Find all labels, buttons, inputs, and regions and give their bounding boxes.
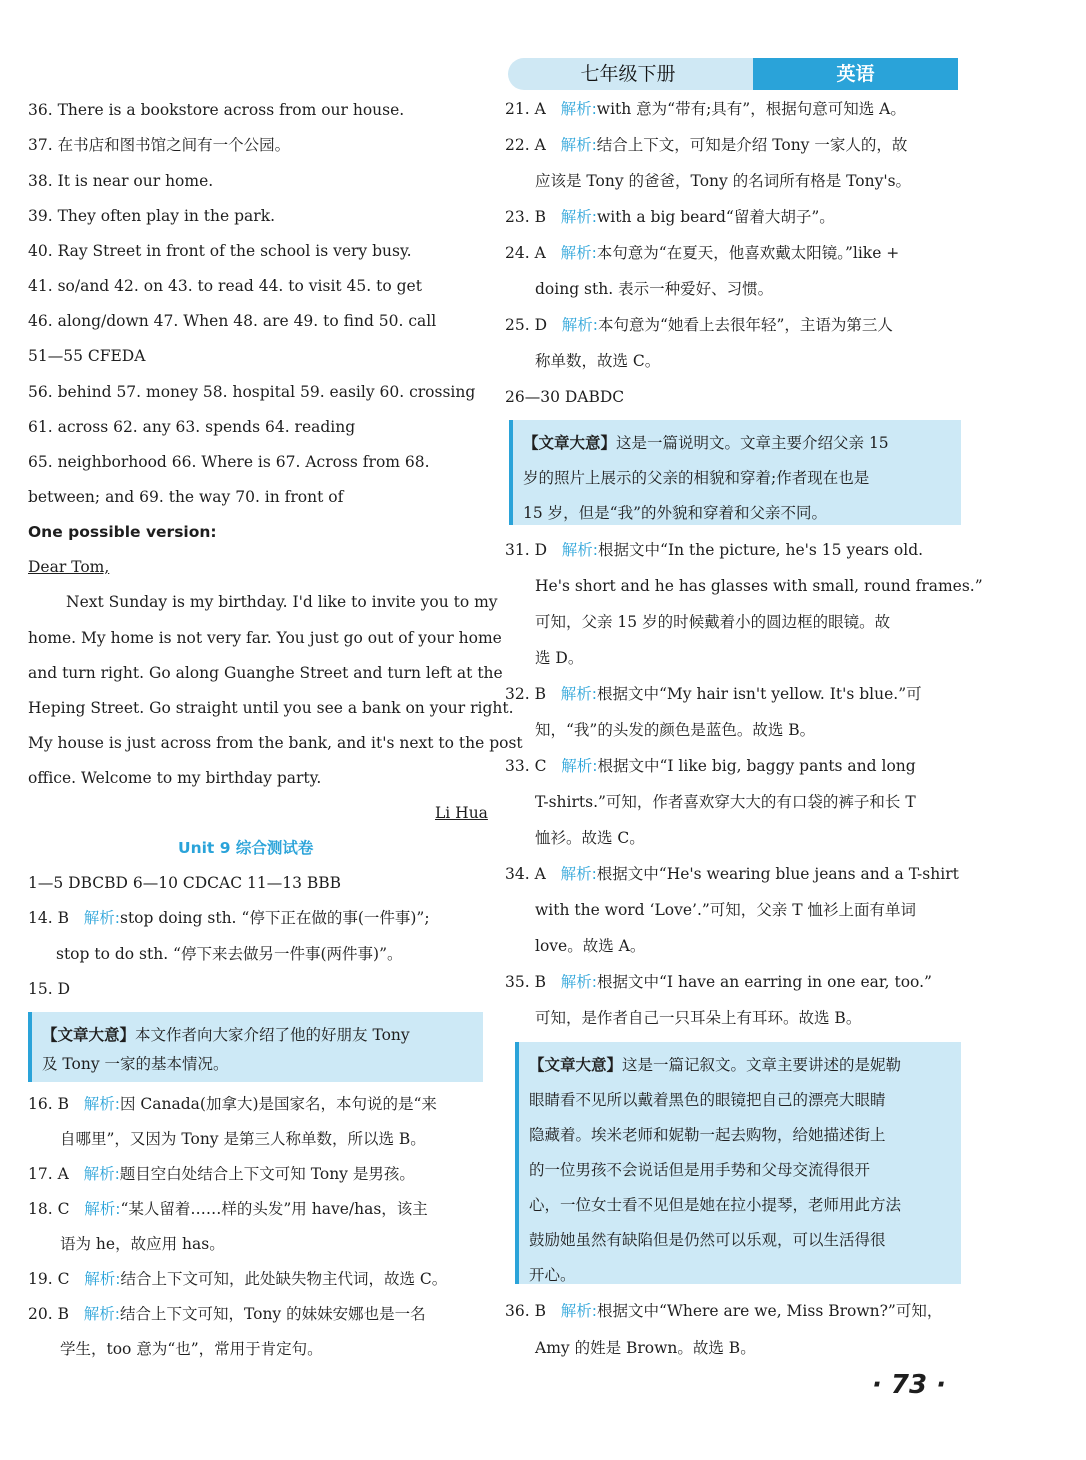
page-header <box>508 58 958 90</box>
question-number: 14. B <box>28 909 69 927</box>
explanation-line: He's short and he has glasses with small, round frames.” <box>535 577 983 595</box>
article-summary-box <box>515 1042 961 1284</box>
question-number: 19. C <box>28 1270 70 1288</box>
letter-salutation: Dear Tom, <box>28 558 110 576</box>
explanation-line: with the word ‘Love’.”可知，父亲 T 恤衫上面有单词 <box>535 901 916 919</box>
jiexi-label: 解析: <box>560 100 597 118</box>
question-number: 18. C <box>28 1200 70 1218</box>
explanation-text: “某人留着……样的头发”用 have/has，该主 <box>120 1200 428 1218</box>
explanation-line: stop to do sth. “停下来去做另一件事(两件事)”。 <box>56 945 403 963</box>
jiexi-label: 解析: <box>83 1165 120 1183</box>
question-number: 22. A <box>505 136 546 154</box>
article-summary-box <box>28 1012 483 1082</box>
question-34 <box>505 864 959 884</box>
explanation-line: 学生，too 意为“也”，常用于肯定句。 <box>60 1340 323 1358</box>
jiexi-label: 解析: <box>560 685 597 703</box>
jiexi-label: 解析: <box>561 541 599 559</box>
jiexi-label: 解析: <box>560 973 597 991</box>
letter-line: Heping Street. Go straight until you see a bank on your right. <box>28 699 514 717</box>
question-31 <box>505 540 923 560</box>
summary-text: 开心。 <box>529 1266 576 1284</box>
summary-text: 的一位男孩不会说话但是用手势和父母交流得很开 <box>529 1161 871 1179</box>
explanation-text: 根据文中“In the picture, he's 15 years old. <box>598 541 924 559</box>
answer-line: between; and 69. the way 70. in front of <box>28 488 344 506</box>
explanation-text: with 意为“带有;具有”，根据句意可知选 A。 <box>596 100 906 118</box>
jiexi-label: 解析: <box>83 909 120 927</box>
question-number: 17. A <box>28 1165 69 1183</box>
answer-line: 37. 在书店和图书馆之间有一个公园。 <box>28 136 291 154</box>
answer-line: 38. It is near our home. <box>28 172 214 190</box>
summary-text: 这是一篇记叙文。文章主要讲述的是妮勒 <box>622 1056 902 1074</box>
letter-line: My house is just across from the bank, and it's next to the post <box>28 734 523 752</box>
unit-title: Unit 9 综合测试卷 <box>178 839 314 857</box>
summary-text: 眼睛看不见所以戴着黑色的眼镜把自己的漂亮大眼睛 <box>529 1091 886 1109</box>
question-number: 25. D <box>505 316 548 334</box>
explanation-text: 本句意为“她看上去很年轻”，主语为第三人 <box>598 316 893 334</box>
summary-text: 鼓励她虽然有缺陷但是仍然可以乐观，可以生活得很 <box>529 1231 886 1249</box>
explanation-line: doing sth. 表示一种爱好、习惯。 <box>535 280 774 298</box>
summary-text: 及 Tony 一家的基本情况。 <box>42 1055 229 1073</box>
explanation-line: 可知，父亲 15 岁的时候戴着小的圆边框的眼镜。故 <box>535 613 891 631</box>
explanation-text: 根据文中“My hair isn't yellow. It's blue.”可 <box>596 685 922 703</box>
answer-line: 1—5 DBCBD 6—10 CDCAC 11—13 BBB <box>28 874 342 892</box>
subject-label: 英语 <box>753 58 958 90</box>
question-number: 21. A <box>505 100 546 118</box>
summary-tag: 【文章大意】 <box>523 434 617 452</box>
question-20 <box>28 1304 426 1324</box>
jiexi-label: 解析: <box>561 757 598 775</box>
jiexi-label: 解析: <box>560 208 597 226</box>
jiexi-label: 解析: <box>84 1270 121 1288</box>
summary-text: 隐藏着。埃米老师和妮勒一起去购物，给她描述街上 <box>529 1126 886 1144</box>
question-number: 32. B <box>505 685 546 703</box>
summary-text: 岁的照片上展示的父亲的相貌和穿着;作者现在也是 <box>523 469 870 487</box>
answer-line: 41. so/and 42. on 43. to read 44. to visit 45. to get <box>28 277 422 295</box>
answer-line: 39. They often play in the park. <box>28 207 276 225</box>
jiexi-label: 解析: <box>560 136 597 154</box>
summary-tag: 【文章大意】 <box>529 1056 623 1074</box>
explanation-line: 选 D。 <box>535 649 584 667</box>
explanation-line: 恤衫。故选 C。 <box>535 829 645 847</box>
question-21 <box>505 99 906 119</box>
question-36 <box>505 1301 942 1321</box>
question-number: 23. B <box>505 208 546 226</box>
jiexi-label: 解析: <box>84 1200 121 1218</box>
explanation-text: 本句意为“在夏天，他喜欢戴太阳镜。”like + <box>596 244 900 262</box>
article-summary-box <box>509 420 961 525</box>
answer-line: 40. Ray Street in front of the school is very busy. <box>28 242 412 260</box>
letter-signature: Li Hua <box>435 804 488 822</box>
letter-line: home. My home is not very far. You just go out of your home <box>28 629 502 647</box>
explanation-line: 称单数，故选 C。 <box>535 352 661 370</box>
question-18 <box>28 1199 428 1219</box>
letter-line: office. Welcome to my birthday party. <box>28 769 322 787</box>
letter-line: Next Sunday is my birthday. I'd like to invite you to my <box>66 593 498 611</box>
answer-line: 46. along/down 47. When 48. are 49. to find 50. call <box>28 312 437 330</box>
explanation-text: 根据文中“He's wearing blue jeans and a T-shirt <box>596 865 959 883</box>
question-15: 15. D <box>28 980 71 998</box>
question-23 <box>505 207 835 227</box>
question-25 <box>505 315 893 335</box>
explanation-text: 因 Canada(加拿大)是国家名，本句说的是“来 <box>119 1095 437 1113</box>
explanation-text: 根据文中“Where are we, Miss Brown?”可知， <box>596 1302 943 1320</box>
explanation-line: T-shirts.”可知，作者喜欢穿大大的有口袋的裤子和长 T <box>535 793 916 811</box>
summary-text: 15 岁，但是“我”的外貌和穿着和父亲不同。 <box>523 504 827 522</box>
explanation-text: 题目空白处结合上下文可知 Tony 是男孩。 <box>119 1165 415 1183</box>
answer-line: 26—30 DABDC <box>505 388 625 406</box>
question-number: 16. B <box>28 1095 69 1113</box>
explanation-text: 结合上下文可知，此处缺失物主代词，故选 C。 <box>120 1270 448 1288</box>
explanation-text: 结合上下文可知，Tony 的妹妹安娜也是一名 <box>119 1305 426 1323</box>
grade-label: 七年级下册 <box>580 63 676 85</box>
jiexi-label: 解析: <box>560 1302 597 1320</box>
explanation-line: 语为 he，故应用 has。 <box>60 1235 225 1253</box>
question-33 <box>505 756 916 776</box>
version-title: One possible version: <box>28 523 217 541</box>
explanation-text: 根据文中“I have an earring in one ear, too.” <box>596 973 932 991</box>
summary-tag: 【文章大意】 <box>42 1026 136 1044</box>
explanation-line: love。故选 A。 <box>535 937 646 955</box>
explanation-text: with a big beard“留着大胡子”。 <box>596 208 835 226</box>
question-19 <box>28 1269 447 1289</box>
explanation-text: 根据文中“I like big, baggy pants and long <box>597 757 916 775</box>
explanation-line: Amy 的姓是 Brown。故选 B。 <box>535 1339 756 1357</box>
question-number: 20. B <box>28 1305 69 1323</box>
jiexi-label: 解析: <box>83 1095 120 1113</box>
summary-text: 心，一位女士看不见但是她在拉小提琴，老师用此方法 <box>529 1196 902 1214</box>
question-14 <box>28 908 430 928</box>
question-number: 36. B <box>505 1302 546 1320</box>
explanation-line: 知，“我”的头发的颜色是蓝色。故选 B。 <box>535 721 816 739</box>
explanation-line: 可知，是作者自己一只耳朵上有耳环。故选 B。 <box>535 1009 862 1027</box>
question-number: 24. A <box>505 244 546 262</box>
answer-line: 65. neighborhood 66. Where is 67. Across from 68. <box>28 453 430 471</box>
letter-line: and turn right. Go along Guanghe Street and turn left at the <box>28 664 503 682</box>
answer-line: 56. behind 57. money 58. hospital 59. easily 60. crossing <box>28 383 476 401</box>
question-22 <box>505 135 907 155</box>
page-number: · 73 · <box>872 1370 947 1400</box>
explanation-text: 结合上下文，可知是介绍 Tony 一家人的，故 <box>596 136 908 154</box>
jiexi-label: 解析: <box>560 244 597 262</box>
question-32 <box>505 684 922 704</box>
jiexi-label: 解析: <box>83 1305 120 1323</box>
question-number: 33. C <box>505 757 547 775</box>
answer-line: 61. across 62. any 63. spends 64. reading <box>28 418 356 436</box>
question-number: 31. D <box>505 541 548 559</box>
answer-line: 51—55 CFEDA <box>28 347 146 365</box>
question-35 <box>505 972 932 992</box>
summary-text: 这是一篇说明文。文章主要介绍父亲 15 <box>616 434 889 452</box>
question-24 <box>505 243 899 263</box>
explanation-text: stop doing sth. “停下正在做的事(一件事)”; <box>119 909 430 927</box>
jiexi-label: 解析: <box>561 316 599 334</box>
question-16 <box>28 1094 437 1114</box>
question-17 <box>28 1164 415 1184</box>
answer-line: 36. There is a bookstore across from our house. <box>28 101 405 119</box>
summary-text: 本文作者向大家介绍了他的好朋友 Tony <box>135 1026 410 1044</box>
jiexi-label: 解析: <box>560 865 597 883</box>
question-number: 34. A <box>505 865 546 883</box>
question-number: 35. B <box>505 973 546 991</box>
explanation-line: 应该是 Tony 的爸爸，Tony 的名词所有格是 Tony's。 <box>535 172 912 190</box>
explanation-line: 自哪里”，又因为 Tony 是第三人称单数，所以选 B。 <box>60 1130 426 1148</box>
